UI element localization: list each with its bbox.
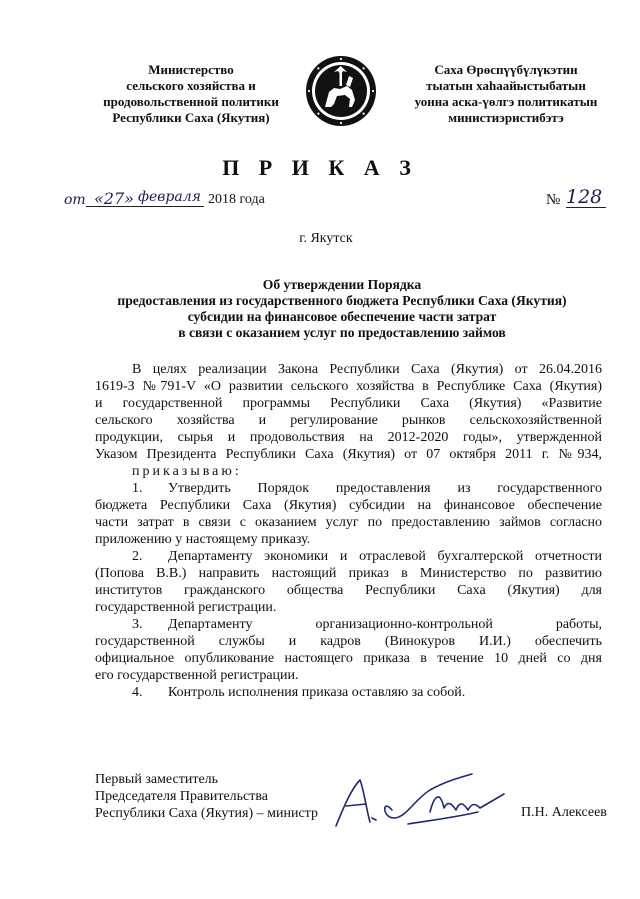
item-2-line: институтов гражданского общества Республики Саха (Якутия) для <box>95 583 602 598</box>
header-line: сельского хозяйства и <box>126 78 256 93</box>
item-3-line: официальное опубликование настоящего приказа в течение 10 дней со дня <box>95 651 602 666</box>
item-text: Департаменту экономики и отраслевой бухгалтерской отчетности <box>168 549 602 564</box>
signer-name: П.Н. Алексеев <box>521 805 607 820</box>
order-subject <box>82 277 602 341</box>
item-text: Департаменту организационно-контрольной работы, <box>168 617 602 632</box>
item-3-line: государственной службы и кадров (Винокуров И.И.) обеспечить <box>95 634 602 649</box>
coat-of-arms-emblem <box>304 54 378 128</box>
header-line: Министерство <box>148 62 234 77</box>
item-number: 2. <box>132 549 143 564</box>
preamble-line: Указом Президента Республики Саха (Якутия) от 07 октября 2011 г. №934, <box>95 447 602 462</box>
ministry-name-yakut <box>384 62 628 126</box>
item-number: 3. <box>132 617 143 632</box>
city: г. Якутск <box>299 231 353 246</box>
item-1-line: бюджета Республики Саха (Якутия) субсидии на финансовое обеспечение <box>95 498 602 513</box>
item-4-line <box>95 684 602 701</box>
header-line: Саха Өрөспүүбүлүкэтин <box>434 62 578 77</box>
date-year: 2018 года <box>208 192 265 207</box>
item-text: Контроль исполнения приказа оставляю за собой. <box>168 685 466 700</box>
item-1-line: части затрат в связи с оказанием услуг по предоставлению займов согласно <box>95 515 602 530</box>
header-line: министиэристибэтэ <box>448 110 564 125</box>
subject-line: Об утверждении Порядка <box>262 277 422 292</box>
date-month-handwritten: февраля <box>138 189 201 205</box>
order-body <box>95 361 602 701</box>
preamble-line: продукции, сырья и продовольствия на 2012-2020 годы», утвержденной <box>95 430 602 445</box>
item-number: 4. <box>132 685 143 700</box>
preamble-line: и государственной программы Республики Саха (Якутия) «Развитие <box>95 396 602 411</box>
item-3-line <box>95 616 602 633</box>
order-number-underline <box>566 207 606 208</box>
signatory-line: Председателя Правительства <box>95 789 269 804</box>
header-line: уонна аска-үөлгэ политикатын <box>414 94 598 109</box>
header-line: Республики Саха (Якутия) <box>112 110 270 125</box>
item-3-line: его государственной регистрации. <box>95 668 299 683</box>
subject-line: предоставления из государственного бюджета Республики Саха (Якутия) <box>117 293 567 308</box>
date-underline <box>86 206 204 207</box>
date-prefix: от <box>64 192 86 208</box>
item-text: Утвердить Порядок предоставления из государственного <box>168 481 602 496</box>
signatory-title <box>95 771 318 822</box>
preamble-line: В целях реализации Закона Республики Саха (Якутия) от 26.04.2016 <box>132 362 602 377</box>
header-line: продовольственной политики <box>103 94 279 109</box>
order-number-label: № <box>546 192 561 208</box>
order-word: приказываю: <box>132 464 242 479</box>
item-1-line: приложению у настоящему приказу. <box>95 532 311 547</box>
order-number-handwritten: 128 <box>566 186 603 208</box>
item-2-line <box>95 548 602 565</box>
signatory-line: Республики Саха (Якутия) – министр <box>95 806 318 821</box>
subject-line: субсидии на финансовое обеспечение части затрат <box>187 309 497 324</box>
document-type-title: П Р И К А З <box>222 155 418 180</box>
date-day-handwritten: «27» <box>94 189 134 208</box>
preamble-line: 1619-З №791-V «О развитии сельского хозяйства в Республике Саха (Якутия) <box>95 379 602 394</box>
ministry-name-russian <box>82 62 300 126</box>
handwritten-signature <box>322 760 518 842</box>
item-1-line <box>95 480 602 497</box>
preamble-line: сельского хозяйства и регулирование рынков сельскохозяйственной <box>95 413 602 428</box>
header-line: тыатын хаһаайыстыбатын <box>426 78 586 93</box>
item-2-line: (Попова В.В.) направить настоящий приказ в Министерство по развитию <box>95 566 602 581</box>
signatory-line: Первый заместитель <box>95 772 219 787</box>
item-number: 1. <box>132 481 143 496</box>
item-2-line: государственной регистрации. <box>95 600 277 615</box>
subject-line: в связи с оказанием услуг по предоставлению займов <box>178 325 506 340</box>
